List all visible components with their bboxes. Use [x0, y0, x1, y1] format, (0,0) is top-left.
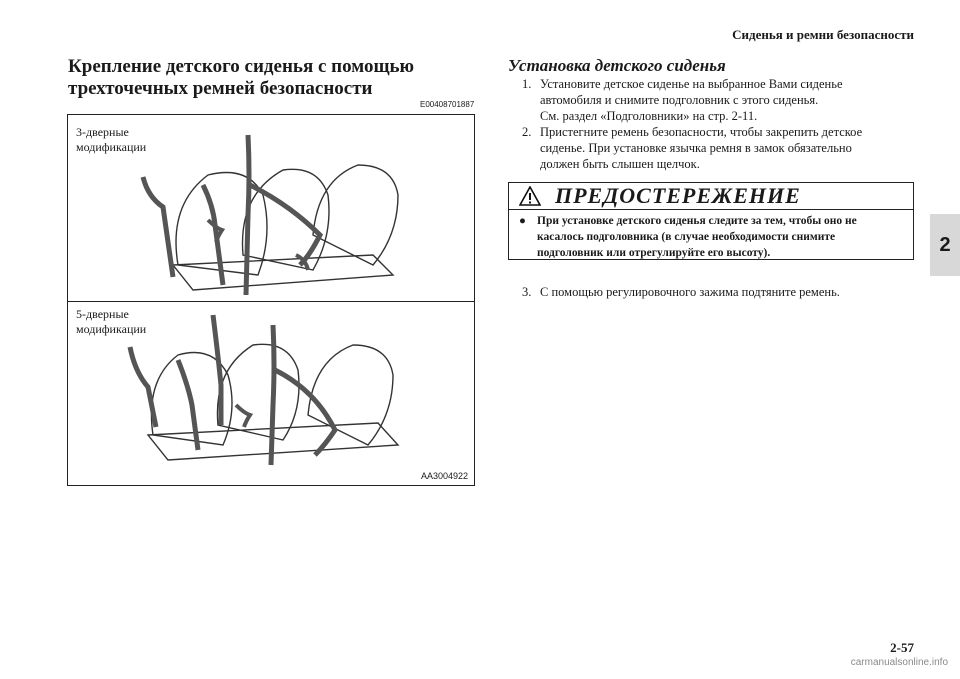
belt [178, 360, 198, 450]
seat-outline [173, 255, 393, 290]
belt [275, 370, 335, 455]
section-heading-line-2: трехточечных ремней безопасности [68, 78, 373, 99]
running-header: Сиденья и ремни безопасности [732, 27, 914, 42]
belt [271, 325, 274, 465]
figure-label-3-door: 3-дверные модификации [76, 125, 147, 154]
step-text: Установите детское сиденье на выбранное Вами сиденье автомобиля и снимите подголовник с этого сиденья. См. раздел «Подголовники» на стр. 2-11. [540, 77, 843, 123]
section-heading-line-1: Крепление детского сиденья с помощью [68, 56, 415, 77]
warning-triangle-icon [519, 186, 541, 206]
warning-title: ПРЕДОСТЕРЕЖЕНИЕ [555, 183, 801, 208]
step-number: 1. [522, 77, 532, 91]
step-number: 2. [522, 125, 532, 139]
belt [130, 347, 156, 427]
chapter-number: 2 [939, 233, 951, 256]
section-heading [68, 56, 488, 100]
warning-box [508, 182, 914, 260]
belt-buckle [236, 405, 250, 427]
page-number: 2-57 [890, 640, 914, 655]
seat-illustration-drawing [68, 115, 474, 485]
figure-divider [68, 301, 474, 302]
figure-label-5-door: 5-дверные модификации [76, 307, 147, 336]
belt [250, 185, 320, 265]
seat-outline [313, 165, 398, 265]
warning-body [509, 210, 913, 261]
subsection-heading: Установка детского сиденья [508, 56, 726, 75]
steps-list [522, 76, 917, 172]
step-1 [522, 76, 917, 124]
watermark: carmanualsonline.info [850, 657, 948, 668]
step-text: С помощью регулировочного зажима подтяните ремень. [540, 285, 840, 299]
step-2 [522, 124, 917, 172]
belt [246, 135, 249, 295]
step-number: 3. [522, 285, 532, 299]
chapter-tab [930, 214, 960, 276]
section-code: E00408701887 [420, 100, 475, 109]
warning-text: При установке детского сиденья следите за тем, чтобы оно не касалось подголовника (в случае необходимости снимите подголовник или отрегулируйте его высоту). [537, 215, 857, 259]
bullet-icon: ● [519, 215, 526, 227]
warning-header [509, 183, 913, 210]
step-text: Пристегните ремень безопасности, чтобы закрепить детское сиденье. При установке язычка ремня в замок обязательно должен быть слышен щелчок. [540, 125, 863, 171]
seat-outline [308, 345, 393, 445]
seat-belt-illustration [67, 114, 475, 486]
step-3 [522, 284, 917, 300]
figure-code: AA3004922 [420, 471, 468, 481]
belt [143, 177, 173, 277]
